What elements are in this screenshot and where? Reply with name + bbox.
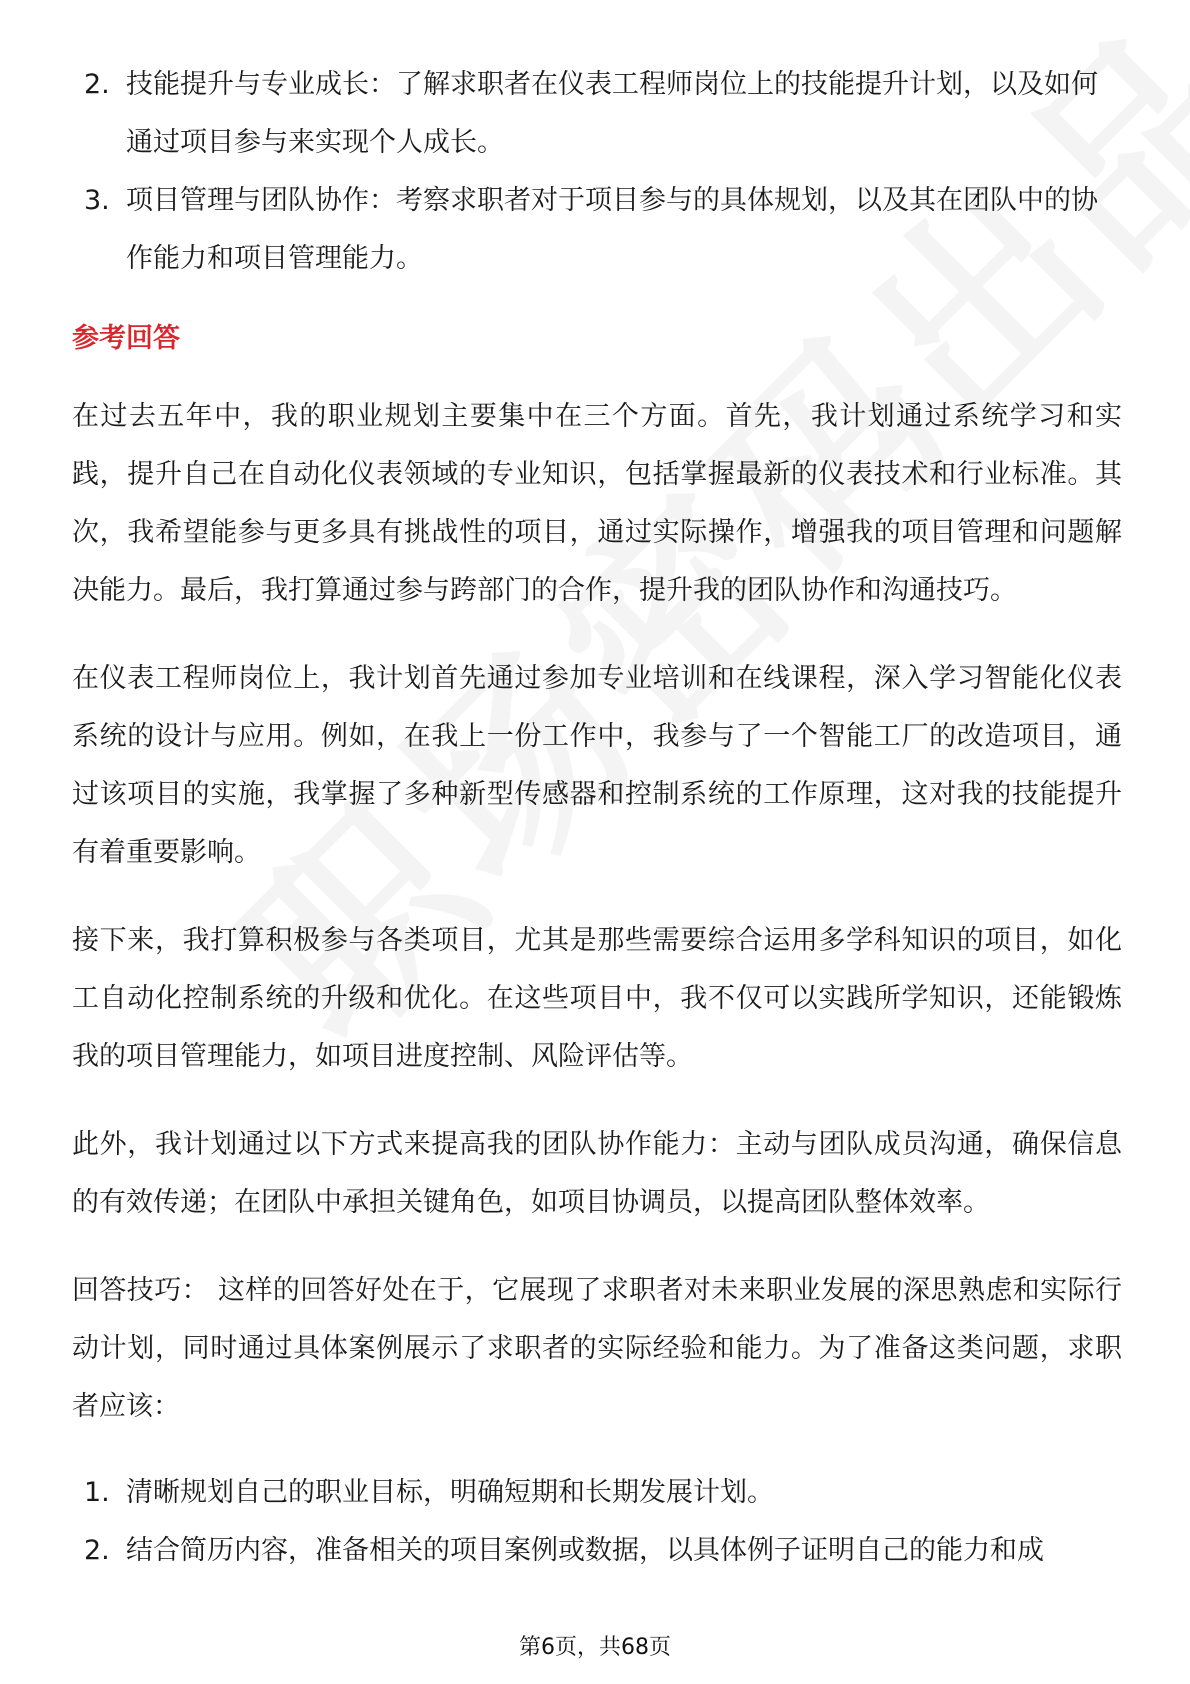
list-number: 2. [84,1535,110,1566]
list-item-text: 项目管理与团队协作：考察求职者对于项目参与的具体规划，以及其在团队中的协作能力和项目管理能力。 [126,185,1098,274]
page-content [72,56,1122,1580]
list-item-text: 清晰规划自己的职业目标，明确短期和长期发展计划。 [126,1477,774,1508]
section-heading: 参考回答 [72,323,180,354]
list-item [72,1464,1122,1522]
list-number: 1. [84,1477,110,1508]
answer-paragraph: 此外，我计划通过以下方式来提高我的团队协作能力：主动与团队成员沟通，确保信息的有效传递；在团队中承担关键角色，如项目协调员，以提高团队整体效率。 [72,1129,1122,1218]
page-footer: 第6页，共68页 [519,1635,671,1660]
list-item [72,172,1122,288]
top-list [72,56,1122,288]
list-item [72,1522,1122,1580]
bottom-list [72,1464,1122,1580]
list-item [72,56,1122,172]
answer-tips: 回答技巧： 这样的回答好处在于，它展现了求职者对未来职业发展的深思熟虑和实际行动计划，同时通过具体案例展示了求职者的实际经验和能力。为了准备这类问题，求职者应该： [72,1275,1122,1422]
list-number: 2. [84,69,110,100]
answer-paragraph: 接下来，我打算积极参与各类项目，尤其是那些需要综合运用多学科知识的项目，如化工自动化控制系统的升级和优化。在这些项目中，我不仅可以实践所学知识，还能锻炼我的项目管理能力，如项目进度控制、风险评估等。 [72,925,1122,1072]
list-item-text: 技能提升与专业成长：了解求职者在仪表工程师岗位上的技能提升计划，以及如何通过项目参与来实现个人成长。 [126,69,1098,158]
answer-paragraph: 在过去五年中，我的职业规划主要集中在三个方面。首先，我计划通过系统学习和实践，提升自己在自动化仪表领域的专业知识，包括掌握最新的仪表技术和行业标准。其次，我希望能参与更多具有挑战性的项目，通过实际操作，增强我的项目管理和问题解决能力。最后，我打算通过参与跨部门的合作，提升我的团队协作和沟通技巧。 [72,401,1122,606]
list-item-text: 结合简历内容，准备相关的项目案例或数据，以具体例子证明自己的能力和成 [126,1535,1044,1566]
list-number: 3. [84,185,110,216]
answer-paragraph: 在仪表工程师岗位上，我计划首先通过参加专业培训和在线课程，深入学习智能化仪表系统的设计与应用。例如，在我上一份工作中，我参与了一个智能工厂的改造项目，通过该项目的实施，我掌握了多种新型传感器和控制系统的工作原理，这对我的技能提升有着重要影响。 [72,663,1122,868]
